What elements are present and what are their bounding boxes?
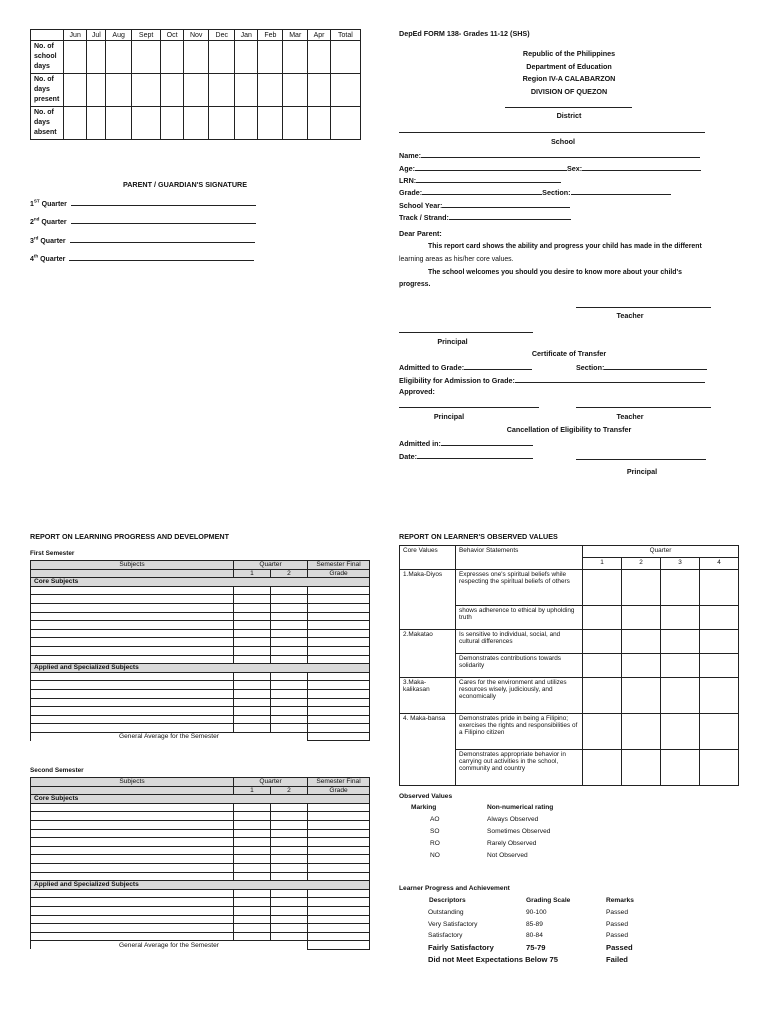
form-code: DepEd FORM 138- Grades 11-12 (SHS): [399, 29, 530, 38]
subject-row[interactable]: [31, 603, 370, 612]
month-header: Mar: [283, 30, 308, 41]
quarter-1-header: 1: [234, 569, 271, 578]
observed-legend-title: Observed Values: [399, 793, 453, 800]
subject-row[interactable]: [31, 803, 370, 812]
quarter-header: Quarter: [234, 561, 308, 570]
principal-line-3[interactable]: [576, 459, 706, 460]
age-field[interactable]: [415, 163, 567, 171]
behavior-statement: Demonstrates pride in being a Filipino; exercises the rights and responsibilities of a Filipino citizen: [456, 714, 583, 750]
agency-header: [399, 48, 739, 98]
values-row: [400, 630, 739, 654]
rating-cell[interactable]: [700, 606, 739, 630]
subject-row[interactable]: [31, 707, 370, 716]
admitted-in-field[interactable]: [441, 438, 533, 446]
rating-cell[interactable]: [622, 750, 661, 786]
signature-line[interactable]: [71, 198, 256, 206]
subject-row[interactable]: [31, 932, 370, 941]
descriptor-row-last: [428, 955, 558, 964]
subject-row[interactable]: [31, 715, 370, 724]
admitted-grade-row: Admitted to Grade:: [399, 362, 532, 372]
grading-scale: 80-84: [526, 932, 543, 939]
rating-cell[interactable]: [583, 630, 622, 654]
values-q-header: 1: [583, 558, 622, 570]
behavior-statement: Cares for the environment and utilizes resources wisely, judiciously, and economically: [456, 678, 583, 714]
values-header-row: [400, 546, 739, 558]
applied-subjects-label: Applied and Specialized Subjects: [31, 881, 370, 890]
second-semester-label: Second Semester: [30, 767, 84, 774]
parent-letter: [399, 241, 739, 292]
letter-p1a: This report card shows the ability and progress your child has made in the different: [428, 243, 702, 250]
descriptor: Outstanding: [428, 909, 464, 916]
subject-row[interactable]: [31, 638, 370, 647]
subject-row[interactable]: [31, 621, 370, 630]
remark: Failed: [606, 955, 628, 964]
attendance-row: [31, 74, 361, 107]
core-value-label: 3.Maka-kalikasan: [400, 678, 456, 714]
principal-signature-line[interactable]: [399, 332, 533, 333]
certificate-title: Certificate of Transfer: [531, 349, 607, 358]
subject-row[interactable]: [31, 586, 370, 595]
rating-cell[interactable]: [583, 750, 622, 786]
rating-cell[interactable]: [622, 654, 661, 678]
core-value-label: 2.Makatao: [400, 630, 456, 678]
teacher-label-2: Teacher: [616, 412, 644, 421]
general-average-label: General Average for the Semester: [31, 732, 308, 741]
transfer-section-row: Section:: [576, 362, 707, 372]
remark: Passed: [606, 943, 633, 952]
behavior-statement: Demonstrates appropriate behavior in carrying out activities in the school, community and country: [456, 750, 583, 786]
descriptors-header: Descriptors: [429, 897, 466, 904]
subject-row[interactable]: [31, 846, 370, 855]
sem-final-header: Semester Final: [308, 561, 370, 570]
values-quarter-header: Quarter: [583, 546, 739, 558]
grade-section-row: Grade: Section:: [399, 187, 671, 197]
subject-row[interactable]: [31, 595, 370, 604]
rating-cell[interactable]: [700, 714, 739, 750]
attendance-row-label: No. of days present: [31, 74, 64, 107]
legend-code: RO: [430, 840, 440, 847]
district-label: District: [556, 111, 582, 120]
attendance-row-label: No. of school days: [31, 41, 64, 74]
remarks-header: Remarks: [606, 897, 634, 904]
remark: Passed: [606, 921, 628, 928]
attendance-row-label: No. of days absent: [31, 107, 64, 140]
subject-row[interactable]: [31, 924, 370, 933]
average-row: [31, 941, 370, 950]
subject-row[interactable]: [31, 724, 370, 733]
rating-cell[interactable]: [700, 654, 739, 678]
principal-line-2[interactable]: [399, 407, 539, 408]
subjects-header: Subjects: [31, 561, 234, 570]
subject-row[interactable]: [31, 689, 370, 698]
date-field[interactable]: [417, 451, 533, 459]
values-q-header: 3: [661, 558, 700, 570]
subject-row[interactable]: [31, 820, 370, 829]
dear-parent: Dear Parent:: [399, 229, 442, 238]
letter-p1b: learning areas as his/her core values.: [399, 255, 514, 263]
rating-cell[interactable]: [661, 570, 700, 606]
rating-cell[interactable]: [661, 606, 700, 630]
subject-row[interactable]: [31, 889, 370, 898]
school-label: School: [551, 137, 575, 146]
rating-cell[interactable]: [661, 678, 700, 714]
district-line[interactable]: [505, 107, 632, 108]
letter-p2b: progress.: [399, 281, 431, 289]
attendance-row: [31, 107, 361, 140]
grading-scale: 90-100: [526, 909, 547, 916]
rating-cell[interactable]: [583, 606, 622, 630]
subject-row[interactable]: [31, 863, 370, 872]
teacher-label: Teacher: [616, 311, 644, 320]
core-values-header: Core Values: [400, 546, 456, 570]
section-field[interactable]: [571, 187, 671, 195]
track-row: Track / Strand:: [399, 212, 571, 222]
rating-cell[interactable]: [622, 678, 661, 714]
letter-p2a: The school welcomes you should you desire to know more about your child's: [428, 268, 682, 276]
rating-cell[interactable]: [622, 570, 661, 606]
signature-title: PARENT / GUARDIAN'S SIGNATURE: [122, 180, 248, 189]
eligibility-row: Eligibility for Admission to Grade:: [399, 375, 705, 385]
rating-cell[interactable]: [622, 630, 661, 654]
behavior-statement: Expresses one's spiritual beliefs while respecting the spiritual beliefs of others: [456, 570, 583, 606]
subject-row[interactable]: [31, 872, 370, 881]
republic-text: Republic of the Philippines: [522, 49, 616, 58]
general-average-cell[interactable]: [308, 941, 370, 950]
attendance-table: [30, 29, 361, 140]
subjects-header: Subjects: [31, 778, 234, 787]
signature-row-q3: 3rd Quarter: [30, 235, 255, 245]
grade-header: Grade: [308, 786, 370, 795]
month-header: Oct: [161, 30, 184, 41]
attendance-header-row: [31, 30, 361, 41]
sex-field[interactable]: [582, 163, 701, 171]
sem-final-header: Semester Final: [308, 778, 370, 787]
grading-scale: Below 75: [525, 955, 558, 964]
legend-code: AO: [430, 816, 440, 823]
quarter-2-header: 2: [271, 786, 308, 795]
month-header: Dec: [209, 30, 235, 41]
general-average-cell[interactable]: [308, 732, 370, 741]
core-subjects-label: Core Subjects: [31, 578, 370, 587]
signature-row-q4: 4th Quarter: [30, 253, 254, 263]
grading-scale: 85-89: [526, 921, 543, 928]
grading-scale: 75-79: [526, 943, 546, 952]
lrn-field[interactable]: [416, 175, 561, 183]
second-semester-grades-table: [30, 777, 370, 950]
legend-desc: Sometimes Observed: [487, 828, 551, 835]
attendance-corner: [31, 30, 64, 41]
subject-row[interactable]: [31, 646, 370, 655]
values-q-header: 4: [700, 558, 739, 570]
admitted-in-row: Admitted in:: [399, 438, 533, 448]
subject-row[interactable]: [31, 855, 370, 864]
rating-cell[interactable]: [700, 678, 739, 714]
subject-row[interactable]: [31, 812, 370, 821]
subject-row[interactable]: [31, 906, 370, 915]
month-header: Nov: [183, 30, 209, 41]
rating-cell[interactable]: [583, 678, 622, 714]
values-title: REPORT ON LEARNER'S OBSERVED VALUES: [399, 532, 558, 541]
name-row: Name:: [399, 150, 700, 160]
legend-desc: Always Observed: [487, 816, 539, 823]
core-subjects-label: Core Subjects: [31, 795, 370, 804]
marking-header: Marking: [411, 804, 437, 811]
behavior-statement: shows adherence to ethical by upholding truth: [456, 606, 583, 630]
attendance-row: [31, 41, 361, 74]
month-header: Jun: [64, 30, 87, 41]
rating-cell[interactable]: [700, 570, 739, 606]
quarter-header: Quarter: [234, 778, 308, 787]
legend-code: SO: [430, 828, 440, 835]
eligibility-field[interactable]: [515, 375, 705, 383]
transfer-section-field[interactable]: [604, 362, 707, 370]
month-header: Sept: [131, 30, 160, 41]
descriptor: Fairly Satisfactory: [428, 943, 494, 952]
grade-header: Grade: [308, 569, 370, 578]
month-header: Jan: [235, 30, 258, 41]
average-row: [31, 732, 370, 741]
legend-code: NO: [430, 852, 440, 859]
subject-row[interactable]: [31, 838, 370, 847]
division-text: DIVISION OF QUEZON: [530, 86, 608, 96]
subject-row[interactable]: [31, 915, 370, 924]
grade-field[interactable]: [422, 187, 542, 195]
values-q-header: 2: [622, 558, 661, 570]
lrn-row: LRN:: [399, 175, 561, 185]
descriptor: Very Satisfactory: [428, 921, 478, 928]
legend-desc: Rarely Observed: [487, 840, 537, 847]
teacher-signature-line[interactable]: [576, 307, 711, 308]
behavior-header: Behavior Statements: [456, 546, 583, 570]
subject-row[interactable]: [31, 655, 370, 664]
principal-label: Principal: [437, 337, 468, 346]
rating-cell[interactable]: [700, 750, 739, 786]
subject-row[interactable]: [31, 681, 370, 690]
approved-label: Approved:: [399, 387, 435, 396]
month-header: Aug: [106, 30, 132, 41]
values-row: [400, 714, 739, 750]
rating-cell[interactable]: [661, 654, 700, 678]
cancellation-title: Cancellation of Eligibility to Transfer: [506, 425, 632, 434]
grades-header-row: [31, 561, 370, 570]
rating-cell[interactable]: [583, 714, 622, 750]
name-field[interactable]: [421, 150, 700, 158]
age-sex-row: Age: Sex:: [399, 163, 701, 173]
rating-cell[interactable]: [661, 750, 700, 786]
signature-line[interactable]: [69, 253, 254, 261]
month-header: Apr: [308, 30, 331, 41]
rating-cell[interactable]: [622, 714, 661, 750]
applied-subjects-label: Applied and Specialized Subjects: [31, 664, 370, 673]
month-header: Total: [330, 30, 360, 41]
remark: Passed: [606, 909, 628, 916]
rating-cell[interactable]: [622, 606, 661, 630]
rating-cell[interactable]: [583, 654, 622, 678]
admitted-grade-field[interactable]: [464, 362, 532, 370]
principal-label-3: Principal: [626, 467, 658, 476]
core-value-label: 4. Maka-bansa: [400, 714, 456, 786]
signature-row-q2: 2nd Quarter: [30, 216, 256, 226]
region-text: Region IV-A CALABARZON: [522, 74, 616, 83]
rating-header: Non-numerical rating: [487, 804, 554, 811]
month-header: Feb: [258, 30, 283, 41]
subject-row[interactable]: [31, 829, 370, 838]
quarter-1-header: 1: [234, 786, 271, 795]
month-header: Jul: [87, 30, 106, 41]
behavior-statement: Is sensitive to individual, social, and cultural differences: [456, 630, 583, 654]
legend-desc: Not Observed: [487, 852, 528, 859]
grading-scale-header: Grading Scale: [526, 897, 571, 904]
track-field[interactable]: [449, 212, 571, 220]
subject-row[interactable]: [31, 898, 370, 907]
achievement-title: Learner Progress and Achievement: [399, 885, 510, 892]
descriptor: Satisfactory: [428, 932, 463, 939]
signature-line[interactable]: [71, 216, 256, 224]
progress-title: REPORT ON LEARNING PROGRESS AND DEVELOPMENT: [30, 532, 230, 541]
principal-label-2: Principal: [433, 412, 465, 421]
grades-header-row: [31, 778, 370, 787]
first-semester-grades-table: [30, 560, 370, 741]
core-value-label: 1.Maka-Diyos: [400, 570, 456, 630]
values-row: [400, 570, 739, 606]
school-year-field[interactable]: [442, 200, 570, 208]
rating-cell[interactable]: [661, 630, 700, 654]
values-row: [400, 678, 739, 714]
signature-row-q1: 1ST Quarter: [30, 198, 256, 208]
signature-line[interactable]: [70, 235, 255, 243]
subject-row[interactable]: [31, 698, 370, 707]
subject-row[interactable]: [31, 612, 370, 621]
subject-row[interactable]: [31, 672, 370, 681]
date-row: Date:: [399, 451, 533, 461]
rating-cell[interactable]: [583, 570, 622, 606]
behavior-statement: Demonstrates contributions towards solidarity: [456, 654, 583, 678]
rating-cell[interactable]: [700, 630, 739, 654]
school-year-row: School Year:: [399, 200, 570, 210]
first-semester-label: First Semester: [30, 550, 75, 557]
descriptor: Did not Meet Expectations: [428, 955, 523, 964]
quarter-2-header: 2: [271, 569, 308, 578]
subject-row[interactable]: [31, 629, 370, 638]
rating-cell[interactable]: [661, 714, 700, 750]
school-line[interactable]: [399, 132, 705, 133]
department-text: Department of Education: [526, 61, 612, 71]
remark: Passed: [606, 932, 628, 939]
teacher-line-2[interactable]: [576, 407, 711, 408]
general-average-label: General Average for the Semester: [31, 941, 308, 950]
observed-values-table: [399, 545, 739, 786]
